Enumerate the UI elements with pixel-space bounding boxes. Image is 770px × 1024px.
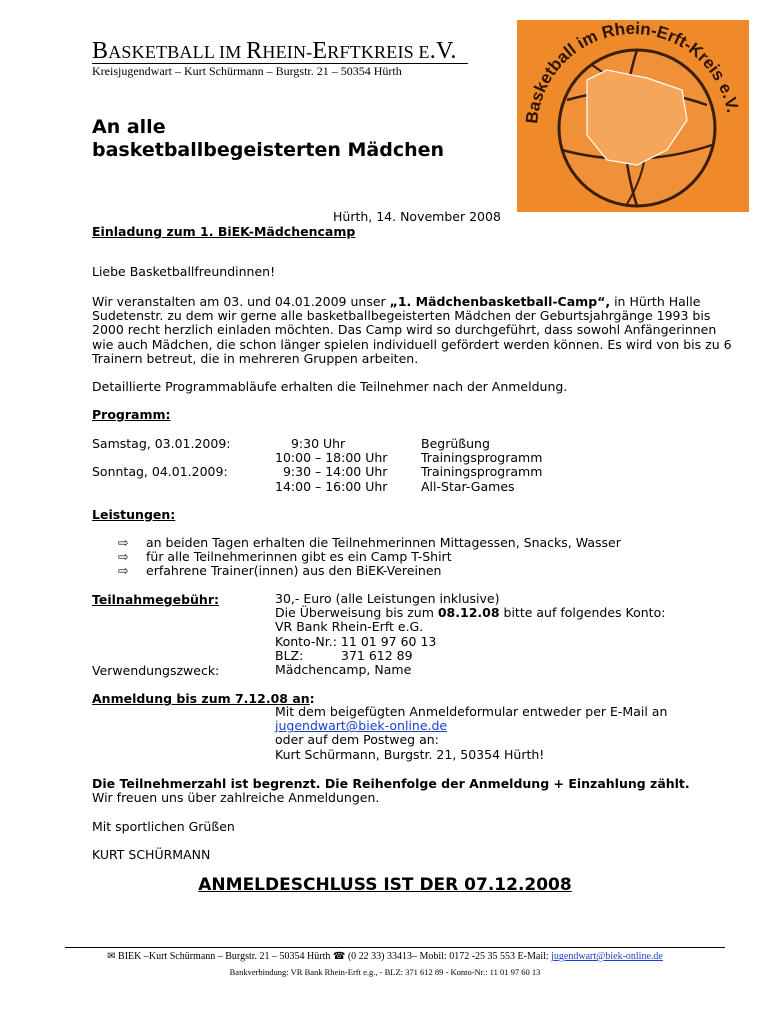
footer-text: BIEK –Kurt Schürmann – Burgstr. 21 – 50354 Hürth — [115, 951, 333, 962]
transfer-date: 08.12.08 — [437, 605, 500, 621]
programm-time: 10:00 – 18:00 Uhr — [275, 450, 388, 466]
programm-item: Trainingsprogramm — [421, 450, 543, 466]
fee-amount: 30,- Euro (alle Leistungen inklusive) — [275, 591, 500, 606]
postal-address: Kurt Schürmann, Burgstr. 21, 50354 Hürth! — [275, 746, 545, 762]
phone-icon: ☎ — [332, 951, 346, 962]
anmeldung-colon: : — [309, 691, 315, 706]
transfer-text: bitte auf folgendes Konto: — [499, 605, 666, 621]
intro-text: in Hürth Halle Sudetenstr. zu dem wir gerne alle basketballbegeisterten Mädchen der Geburtsjahrgänge 1993 bis 2000 recht herzlich einladen möchten. Das Camp wird so durchgeführt, dass sowohl Anfängerinnen wie auch Mädchen, die schon länger spielen individuell gefördert werden können. Es wird von bis zu 6 Trainern betreut, die in mehreren Gruppen arbeiten. — [92, 294, 732, 366]
closing: Mit sportlichen Grüßen — [92, 819, 235, 834]
leistungen-heading: Leistungen: — [92, 507, 176, 522]
payment-reference: Mädchencamp, Name — [275, 662, 412, 678]
letterhead-subtitle: Kreisjugendwart – Kurt Schürmann – Burgstr. 21 – 50354 Hürth — [92, 64, 402, 78]
letter-icon: ✉ — [107, 951, 116, 962]
headline-line: basketballbegeisterten Mädchen — [92, 139, 445, 161]
gebuehr-heading: Teilnahmegebühr: — [92, 592, 219, 607]
intro-paragraph — [92, 295, 732, 366]
title-part: E — [312, 38, 328, 64]
account-number: Konto-Nr.: 11 01 97 60 13 — [275, 633, 437, 649]
camp-name: „1. Mädchenbasketball-Camp“, — [389, 294, 611, 309]
title-part: R — [246, 38, 263, 64]
programm-item: All-Star-Games — [421, 478, 515, 494]
footer-rule — [65, 947, 725, 948]
list-item-text: erfahrene Trainer(innen) aus den BiEK-Vereinen — [146, 563, 442, 579]
list-item-text: an beiden Tagen erhalten die Teilnehmerinnen Mittagessen, Snacks, Wasser — [146, 535, 621, 550]
title-part: HEIN- — [262, 42, 313, 62]
deadline-banner: ANMELDESCHLUSS IST DER 07.12.2008 — [198, 875, 572, 895]
email-link[interactable]: jugendwart@biek-online.de — [275, 718, 448, 734]
arrow-icon: ⇨ — [118, 535, 129, 550]
transfer-text: Die Überweisung bis zum — [275, 605, 438, 621]
programm-time: 9:30 – 14:00 Uhr — [275, 464, 388, 480]
zweck-label: Verwendungszweck: — [92, 663, 220, 678]
limit-text: Wir freuen uns über zahlreiche Anmeldungen. — [92, 790, 380, 805]
anmeldung-heading-text: Anmeldung bis zum 7.12.08 an — [92, 691, 310, 706]
footer-email-link[interactable]: jugendwart@biek-online.de — [551, 951, 663, 962]
invitation-subject: Einladung zum 1. BiEK-Mädchencamp — [92, 224, 356, 239]
basketball-logo-graphic — [517, 20, 749, 212]
transfer-deadline — [275, 606, 665, 620]
footer-bank: Bankverbindung: VR Bank Rhein-Erft e.g., - BLZ: 371 612 89 - Konto-Nr.: 11 01 97 60 13 — [229, 967, 541, 977]
headline-line: An alle — [92, 116, 166, 138]
letterhead-title — [92, 38, 457, 65]
list-item-text: für alle Teilnehmerinnen gibt es ein Camp T-Shirt — [146, 549, 452, 565]
programm-item: Begrüßung — [421, 436, 490, 451]
anmeldung-text: Mit dem beigefügten Anmeldeformular entweder per E-Mail an — [275, 704, 668, 719]
programm-day: Samstag, 03.01.2009: — [92, 436, 231, 451]
programm-time: 14:00 – 16:00 Uhr — [275, 478, 388, 494]
letter-date: Hürth, 14. November 2008 — [333, 209, 501, 224]
programm-item: Trainingsprogramm — [421, 464, 543, 480]
headline — [92, 116, 444, 162]
leistungen-list — [118, 536, 621, 579]
list-item — [118, 564, 621, 578]
title-part: RFTKREIS E — [327, 42, 430, 62]
signature: KURT SCHÜRMANN — [92, 847, 211, 862]
title-part: B — [92, 38, 109, 64]
bank-name: VR Bank Rhein-Erft e.G. — [275, 619, 424, 635]
arrow-icon: ⇨ — [118, 563, 129, 579]
limit-notice: Die Teilnehmerzahl ist begrenzt. Die Reihenfolge der Anmeldung + Einzahlung zählt. — [92, 776, 690, 791]
bank-code — [275, 649, 665, 663]
blz-value: 371 612 89 — [341, 647, 413, 663]
footer-contact — [0, 951, 770, 962]
programm-heading: Programm: — [92, 407, 171, 422]
anmeldung-text: oder auf dem Postweg an: — [275, 732, 439, 748]
details-note: Detaillierte Programmabläufe erhalten die Teilnehmer nach der Anmeldung. — [92, 379, 568, 394]
club-logo — [517, 20, 749, 212]
intro-text: Wir veranstalten am 03. und 04.01.2009 unser — [92, 294, 390, 309]
greeting: Liebe Basketballfreundinnen! — [92, 264, 276, 279]
list-item — [118, 536, 621, 550]
programm-time: 9:30 Uhr — [283, 436, 346, 451]
footer-text: (0 22 33) 33413– Mobil: 0172 -25 35 553 E-Mail: — [345, 951, 552, 962]
title-part: ASKETBALL IM — [108, 42, 247, 62]
list-item — [118, 550, 621, 564]
gebuehr-details — [275, 592, 665, 677]
anmeldung-details — [275, 705, 667, 762]
logo-text: Basketball im Rhein-Erft-Kreis e.V. — [522, 20, 743, 125]
programm-day: Sonntag, 04.01.2009: — [92, 464, 228, 480]
arrow-icon: ⇨ — [118, 549, 129, 565]
title-part: .V. — [429, 38, 457, 64]
blz-label: BLZ: — [275, 647, 304, 663]
